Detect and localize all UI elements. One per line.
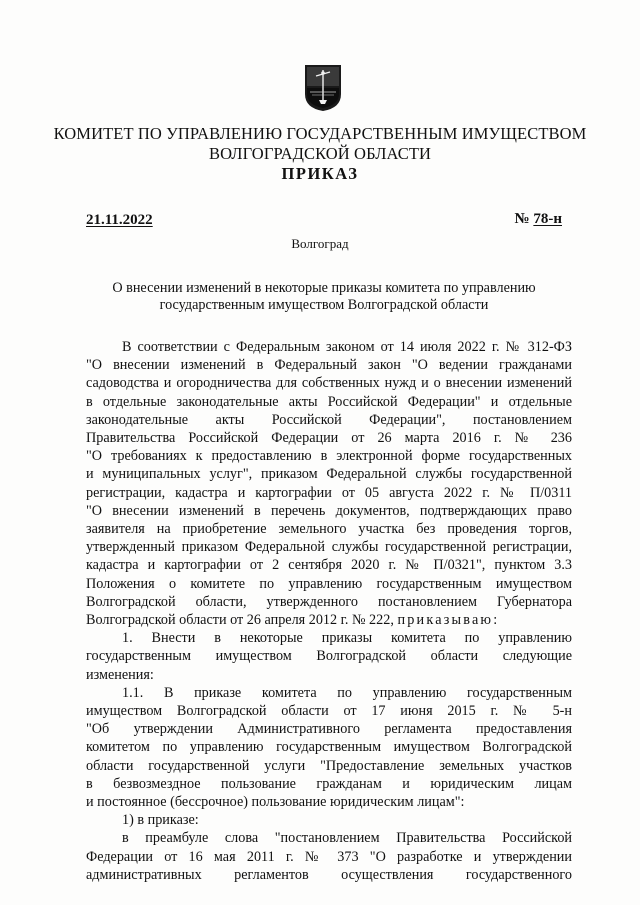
body-line: В соответствии с Федеральным законом от 14 июля 2022 г. № 312-ФЗ [122, 339, 572, 355]
body-line: комитетом по управлению государственным имуществом Волгоградской [86, 739, 572, 756]
order-verb: приказываю: [397, 612, 500, 629]
body-line: "О внесении изменений в Федеральный закон "О ведении гражданами [86, 357, 572, 374]
subject-line-1: О внесении изменений в некоторые приказы комитета по управлению [112, 280, 536, 296]
body-line: "О внесении изменений в перечень документов, подтверждающих право [86, 502, 572, 519]
body-line: государственным имуществом Волгоградской области следующие [86, 648, 572, 665]
body-line: области государственной услуги "Предоставление земельных участков [86, 757, 572, 774]
body-line [86, 611, 572, 629]
org-name-line-2: ВОЛГОГРАДСКОЙ ОБЛАСТИ [208, 144, 432, 163]
order-body [86, 338, 572, 884]
body-line: садоводства и огородничества для собственных нужд и о внесении изменений [86, 375, 572, 392]
order-number [515, 211, 562, 228]
body-line: 1) в приказе: [122, 812, 199, 829]
body-line: регистрации, кадастра и картографии от 05 августа 2022 г. № П/0311 [86, 484, 572, 501]
body-line: и постоянное (бессрочное) пользование юридическим лицам": [86, 794, 465, 811]
body-line: "Об утверждении Административного регламента предоставления [86, 721, 572, 738]
order-date: 21.11.2022 [86, 212, 153, 228]
body-line: изменения: [86, 666, 154, 683]
body-line: Федерации от 16 мая 2011 г. № 373 "О разработке и утверждении [86, 848, 572, 865]
body-line: законодательные акты Российской Федерации", постановлением [86, 411, 572, 428]
body-line: 1. Внести в некоторые приказы комитета по управлению [122, 630, 572, 647]
body-line: утвержденный приказом Федеральной службы государственной регистрации, [86, 539, 572, 556]
body-line: и муниципальных услуг", приказом Федеральной службы государственной [86, 466, 572, 483]
body-line: кадастра и картографии от 2 сентября 2020 г. № П/0321", пунктом 3.3 [86, 557, 572, 574]
city: Волгоград [291, 236, 349, 251]
body-line: в отдельные законодательные акты Российской Федерации" и отдельные [86, 393, 572, 410]
subject-line-2: государственным имуществом Волгоградской области [159, 297, 489, 313]
body-line: "О требованиях к предоставлению в электронной форме государственных [86, 448, 572, 465]
order-subject [86, 280, 562, 314]
volgograd-coat-of-arms-icon [304, 64, 342, 112]
body-line: заявителя на приобретение земельного участка без проведения торгов, [86, 521, 572, 538]
body-line: имуществом Волгоградской области от 17 июня 2015 г. № 5-н [86, 703, 572, 720]
body-line: 1.1. В приказе комитета по управлению государственным [122, 684, 572, 701]
order-number-prefix: № [514, 211, 534, 227]
body-line: Правительства Российской Федерации от 26 марта 2016 г. № 236 [86, 430, 572, 447]
body-line: в преамбуле слова "постановлением Правительства Российской [122, 830, 572, 847]
document-type: ПРИКАЗ [281, 164, 359, 183]
body-line: Волгоградской области, утвержденного постановлением Губернатора [86, 593, 572, 610]
body-line: Положения о комитете по управлению государственным имуществом [86, 575, 572, 592]
body-line: в безвозмездное пользование гражданам и юридическим лицам [86, 775, 572, 792]
order-number-value: 78-н [533, 211, 562, 227]
org-name-line-1: КОМИТЕТ ПО УПРАВЛЕНИЮ ГОСУДАРСТВЕННЫМ ИМУЩЕСТВОМ [53, 124, 587, 143]
body-line: административных регламентов осуществления государственного [86, 866, 572, 883]
body-line-part: Волгоградской области от 26 апреля 2012 г. № 222, [86, 612, 398, 629]
